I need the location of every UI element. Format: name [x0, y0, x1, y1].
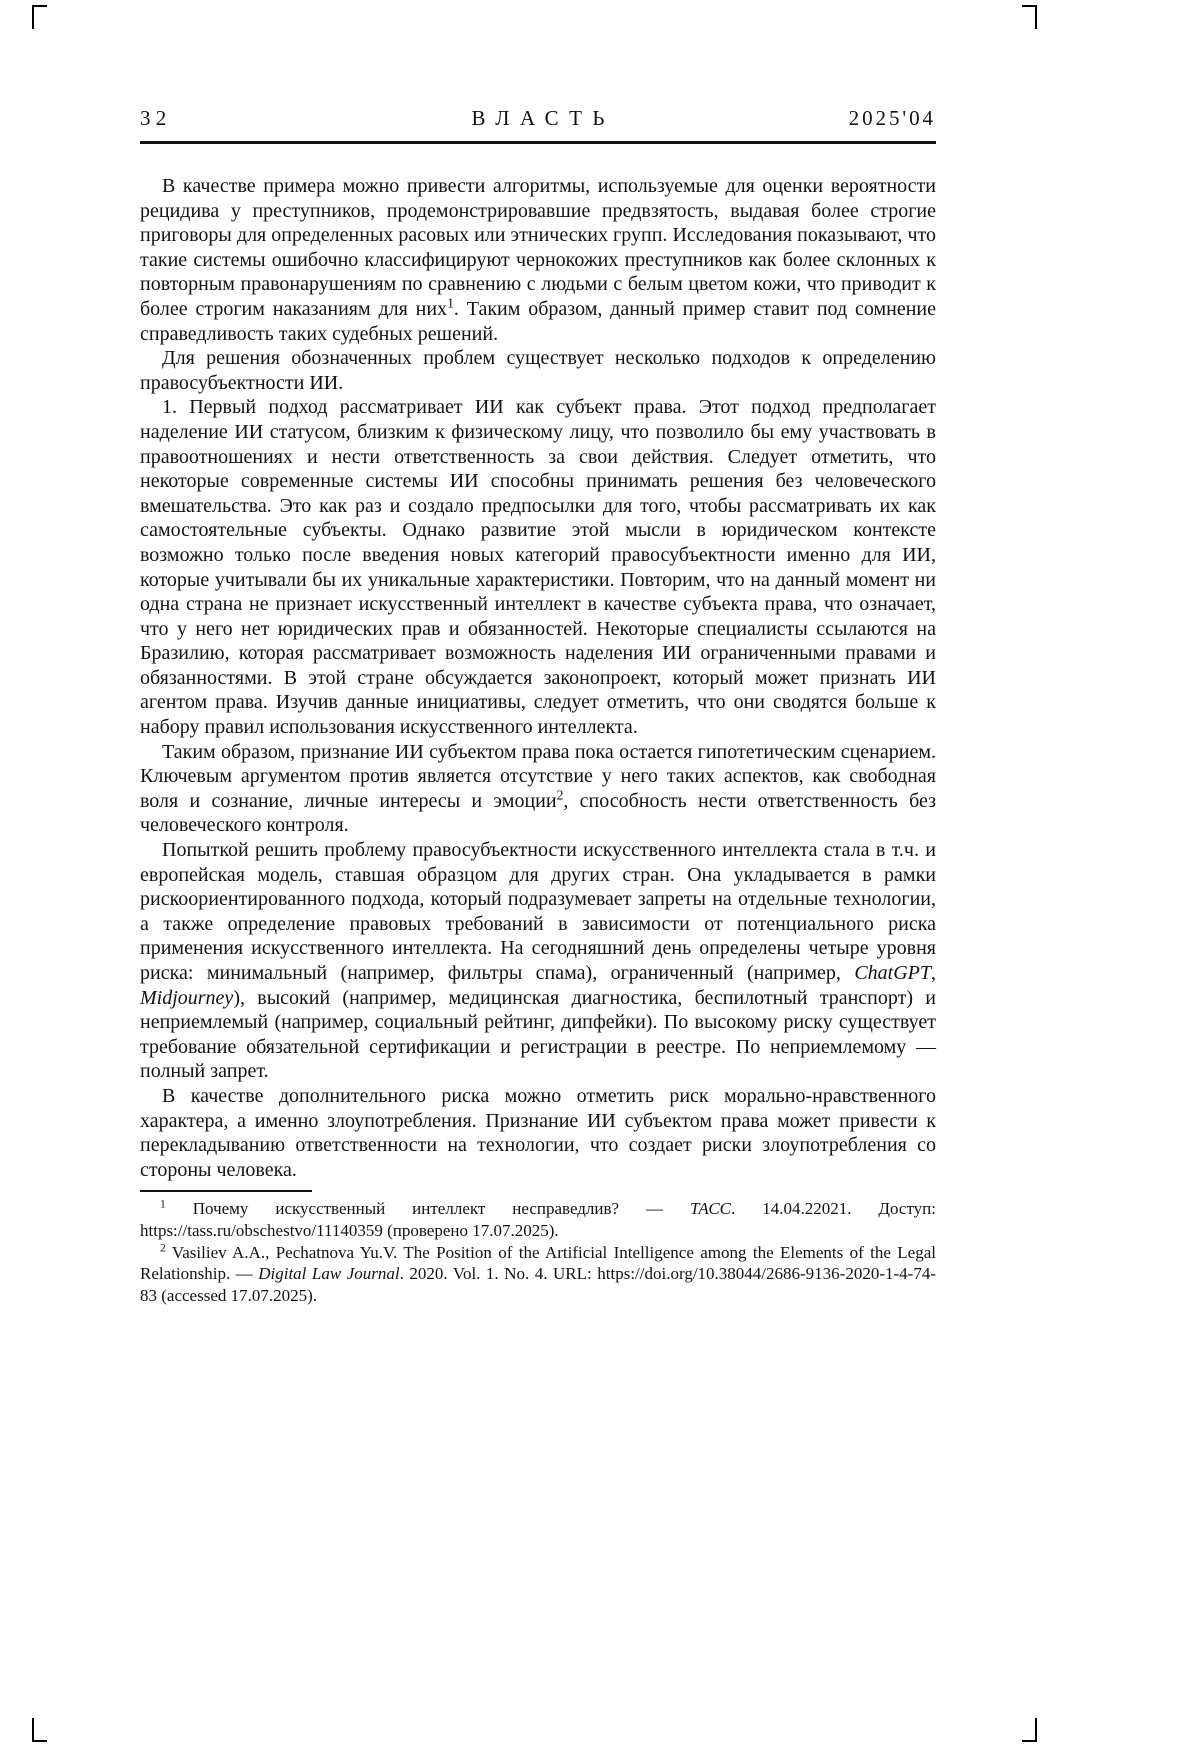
- paragraph: [140, 1084, 936, 1182]
- page-content: [140, 106, 936, 1306]
- paragraph: [140, 174, 936, 346]
- paragraph: [140, 740, 936, 838]
- text-run: В качестве дополнительного риска можно отметить риск морально-нравственного характера, а именно злоупотребления. Признание ИИ субъектом права может привести к перекладыванию ответственности на технологии, что создает риски злоупотребления со стороны человека.: [140, 1084, 936, 1181]
- text-run: Почему искусственный интеллект несправедлив? —: [165, 1199, 690, 1219]
- text-run: , способность нести ответственность без человеческого контроля.: [140, 789, 937, 837]
- crop-mark-bottom-right: [1022, 1718, 1037, 1742]
- issue-number: 2025'04: [848, 106, 936, 130]
- text-run: . 14.04.22021. Доступ: https://tass.ru/obschestvo/11140359 (проверено 17.07.2025).: [140, 1199, 937, 1240]
- text-run: Digital Law Journal: [258, 1264, 400, 1284]
- text-run: . Таким образом, данный пример ставит под сомнение справедливость таких судебных решений.: [140, 297, 937, 345]
- text-run: ТАСС: [689, 1199, 732, 1219]
- paragraph: [140, 395, 936, 739]
- footnotes: [140, 1198, 936, 1306]
- text-run: Попыткой решить проблему правосубъектности искусственного интеллекта стала в т.ч. и европейская модель, ставшая образцом для других стран. Она укладывается в рамки рискоориентированного подхода, который подразумевает запреты на отдельные технологии, а также определение правовых требований в зависимости от потенциального риска применения искусственного интеллекта. На сегодняшний день определены четыре уровня риска: минимальный (например, фильтры спама), ограниченный (например,: [140, 839, 936, 984]
- text-run: Vasiliev A.A., Pechatnova Yu.V. The Position of the Artificial Intelligence among the Elements of the Legal Relationship. —: [140, 1242, 936, 1284]
- footnote-separator: [140, 1190, 312, 1192]
- text-run: . 2020. Vol. 1. No. 4. URL: https://doi.org/10.38044/2686-9136-2020-1-4-74-83 (accessed 17.07.2025).: [140, 1264, 936, 1305]
- footnote-marker: 2: [556, 787, 564, 803]
- journal-title: ВЛАСТЬ: [471, 106, 615, 130]
- text-run: ,: [931, 962, 936, 984]
- footnote-marker: 1: [447, 295, 454, 311]
- crop-mark-top-right: [1022, 5, 1037, 29]
- footnotes-section: [140, 1190, 936, 1306]
- text-run: Midjourney: [140, 986, 234, 1009]
- text-run: ChatGPT: [854, 962, 931, 984]
- footnote-marker: 1: [160, 1197, 166, 1211]
- paragraph: [140, 346, 936, 395]
- page-number: 32: [140, 106, 172, 130]
- text-run: Таким образом, признание ИИ субъектом права пока остается гипотетическим сценарием. Ключевым аргументом против является отсутствие у него таких аспектов, как свободная воля и сознание, личные интересы и эмоции: [140, 740, 936, 812]
- running-head: [140, 106, 936, 144]
- crop-mark-top-left: [32, 5, 47, 29]
- text-run: ), высокий (например, медицинская диагностика, беспилотный транспорт) и неприемлемый (например, социальный рейтинг, дипфейки). По высокому риску существует требование обязательной сертификации и регистрации в реестре. По неприемлемому — полный запрет.: [140, 986, 936, 1083]
- crop-mark-bottom-left: [32, 1718, 47, 1742]
- footnote: [140, 1198, 936, 1241]
- footnote-marker: 2: [160, 1240, 166, 1254]
- text-run: В качестве примера можно привести алгоритмы, используемые для оценки вероятности рецидива у преступников, продемонстрировавшие предвзятость, выдавая более строгие приговоры для определенных расовых или этнических групп. Исследования показывают, что такие системы ошибочно классифицируют чернокожих преступников как более склонных к повторным правонарушениям по сравнению с людьми с белым цветом кожи, что приводит к более строгим наказаниям для них: [140, 175, 936, 320]
- article-body: [140, 174, 936, 1182]
- paragraph: [140, 838, 936, 1084]
- footnote: [140, 1242, 936, 1307]
- text-run: 1. Первый подход рассматривает ИИ как субъект права. Этот подход предполагает наделение ИИ статусом, близким к физическому лицу, что позволило бы ему участвовать в правоотношениях и нести ответственность за свои действия. Следует отметить, что некоторые современные системы ИИ способны принимать решения без человеческого вмешательства. Это как раз и создало предпосылки для того, чтобы рассматривать их как самостоятельные субъекты. Однако развитие этой мысли в юридическом контексте возможно только после введения новых категорий правосубъектности именно для ИИ, которые учитывали бы их уникальные характеристики. Повторим, что на данный момент ни одна страна не признает искусственный интеллект в качестве субъекта права, что означает, что у него нет юридических прав и обязанностей. Некоторые специалисты ссылаются на Бразилию, которая рассматривает возможность наделения ИИ ограниченными правами и обязанностями. В этой стране обсуждается законопроект, который может признать ИИ агентом права. Изучив данные инициативы, следует отметить, что они сводятся больше к набору правил использования искусственного интеллекта.: [140, 396, 936, 739]
- text-run: Для решения обозначенных проблем существует несколько подходов к определению правосубъектности ИИ.: [140, 347, 936, 394]
